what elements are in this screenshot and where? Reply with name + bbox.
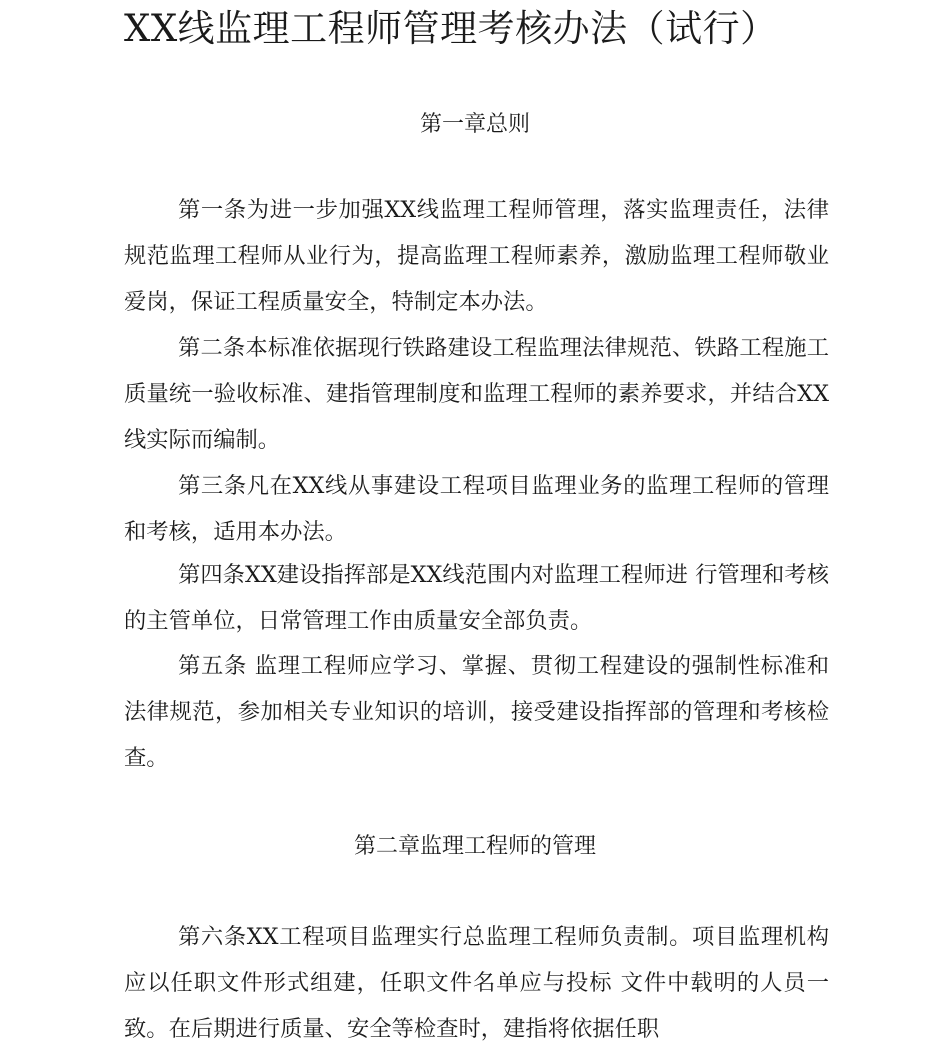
chapter-heading-2: 第二章监理工程师的管理 — [353, 834, 596, 859]
article-text: 第四条XX建设指挥部是XX线范围内对监理工程师进 行管理和考核的主管单位，日常管理工作由质量安全部负责。 — [124, 562, 829, 634]
article-text: 第三条凡在XX线从事建设工程项目监理业务的监理工程师的管理和考核，适用本办法。 — [124, 473, 829, 545]
article-3 — [124, 463, 829, 555]
article-1 — [124, 187, 829, 325]
chapter-heading-1: 第一章总则 — [419, 112, 530, 137]
article-text: 第二条本标准依据现行铁路建设工程监理法律规范、铁路工程施工质量统一验收标准、建指管理制度和监理工程师的素养要求，并结合XX线实际而编制。 — [124, 335, 829, 453]
article-2 — [124, 325, 829, 463]
article-text: 第一条为进一步加强XX线监理工程师管理，落实监理责任，法律规范监理工程师从业行为，提高监理工程师素养，激励监理工程师敬业爱岗，保证工程质量安全，特制定本办法。 — [124, 197, 829, 315]
article-text: 第五条 监理工程师应学习、掌握、贯彻工程建设的强制性标准和法律规范，参加相关专业知识的培训，接受建设指挥部的管理和考核检查。 — [124, 653, 829, 771]
article-4 — [124, 552, 829, 644]
document-title: XX线监理工程师管理考核办法（试行） — [124, 7, 778, 50]
article-5 — [124, 643, 829, 781]
article-text: 第六条XX工程项目监理实行总监理工程师负责制。项目监理机构应以任职文件形式组建，任职文件名单应与投标 文件中载明的人员一致。在后期进行质量、安全等检查时，建指将依据任职 — [124, 924, 829, 1042]
article-6 — [124, 914, 829, 1050]
